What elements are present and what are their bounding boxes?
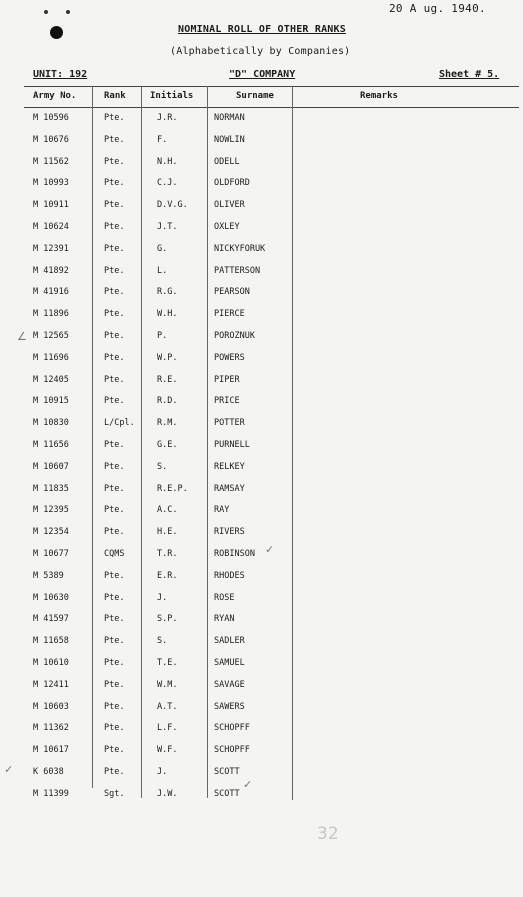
col-header-initials: Initials <box>150 91 194 101</box>
cell-rank: Pte. <box>104 287 125 298</box>
cell-rank: Pte. <box>104 440 125 450</box>
cell-surname: ROSE <box>214 592 235 603</box>
cell-surname: RELKEY <box>214 461 245 472</box>
cell-initials: C.J. <box>157 178 178 189</box>
cell-surname: RAY <box>214 505 230 516</box>
cell-rank: Pte. <box>104 745 125 756</box>
cell-initials: N.H. <box>157 156 178 167</box>
cell-army-no: M 12391 <box>33 243 69 254</box>
cell-initials: J. <box>157 767 168 777</box>
punch-mark <box>44 10 48 14</box>
cell-initials: T.E. <box>157 658 178 668</box>
cell-surname: OLIVER <box>214 200 245 211</box>
cell-initials: W.F. <box>157 745 178 756</box>
cell-army-no: M 5389 <box>33 570 64 581</box>
punch-mark <box>66 10 70 14</box>
cell-rank: Pte. <box>104 200 125 211</box>
cell-initials: R.E.P. <box>157 483 188 494</box>
cell-initials: W.M. <box>157 679 178 690</box>
cell-initials: W.H. <box>157 309 178 320</box>
cell-rank: Pte. <box>104 636 125 647</box>
column-divider <box>207 86 208 798</box>
cell-rank: Pte. <box>104 352 125 363</box>
cell-surname: PIERCE <box>214 309 245 320</box>
cell-rank: Pte. <box>104 767 125 777</box>
cell-rank: Pte. <box>104 178 125 189</box>
cell-surname: RAMSAY <box>214 483 245 494</box>
column-divider <box>141 86 142 798</box>
cell-army-no: M 10596 <box>33 113 69 123</box>
cell-surname: SCHOPFF <box>214 723 250 734</box>
cell-initials: J.R. <box>157 113 178 123</box>
cell-initials: J. <box>157 592 168 603</box>
cell-initials: A.T. <box>157 701 178 712</box>
col-header-surname: Surname <box>236 91 274 101</box>
cell-initials: H.E. <box>157 527 178 538</box>
cell-rank: Sgt. <box>104 788 125 799</box>
cell-surname: NICKYFORUK <box>214 243 266 254</box>
cell-army-no: M 41916 <box>33 287 69 298</box>
cell-initials: S. <box>157 461 168 472</box>
cell-surname: PRICE <box>214 396 240 407</box>
cell-initials: S. <box>157 636 168 647</box>
cell-initials: P. <box>157 331 168 341</box>
cell-army-no: M 11656 <box>33 440 69 450</box>
cell-rank: Pte. <box>104 309 125 320</box>
cell-rank: Pte. <box>104 527 125 538</box>
cell-army-no: M 10630 <box>33 592 69 603</box>
check-mark: ✓ <box>265 543 275 556</box>
cell-army-no: M 10915 <box>33 396 69 407</box>
sheet-number: Sheet # 5. <box>439 69 500 80</box>
cell-initials: E.R. <box>157 570 178 581</box>
cell-initials: R.G. <box>157 287 178 298</box>
cell-initials: W.P. <box>157 352 178 363</box>
cell-army-no: M 10911 <box>33 200 69 211</box>
cell-surname: PIPER <box>214 374 240 385</box>
cell-army-no: M 10603 <box>33 701 69 712</box>
cell-initials: R.E. <box>157 374 178 385</box>
cell-initials: G. <box>157 243 168 254</box>
cell-rank: Pte. <box>104 156 125 167</box>
cell-surname: OLDFORD <box>214 178 250 189</box>
cell-army-no: M 10624 <box>33 222 69 232</box>
cell-rank: Pte. <box>104 679 125 690</box>
cell-army-no: M 11562 <box>33 156 69 167</box>
cell-army-no: M 12405 <box>33 374 69 385</box>
cell-rank: Pte. <box>104 265 125 276</box>
column-divider <box>292 86 293 800</box>
cell-army-no: M 11362 <box>33 723 69 734</box>
cell-army-no: M 10830 <box>33 418 69 429</box>
cell-rank: Pte. <box>104 570 125 581</box>
cell-army-no: M 10676 <box>33 134 69 145</box>
cell-surname: RHODES <box>214 570 245 581</box>
cell-army-no: M 41597 <box>33 614 69 625</box>
cell-surname: PURNELL <box>214 440 250 450</box>
cell-army-no: M 10610 <box>33 658 69 668</box>
header-bottom-rule <box>24 107 519 108</box>
cell-rank: Pte. <box>104 505 125 516</box>
cell-surname: PATTERSON <box>214 265 261 276</box>
cell-army-no: M 11399 <box>33 788 69 799</box>
cell-surname: POWERS <box>214 352 245 363</box>
cell-rank: Pte. <box>104 222 125 232</box>
cell-surname: SADLER <box>214 636 245 647</box>
cell-initials: T.R. <box>157 549 178 559</box>
table-top-rule <box>24 86 519 87</box>
cell-surname: NOWLIN <box>214 134 245 145</box>
cell-rank: Pte. <box>104 701 125 712</box>
check-mark: ✓ <box>243 778 253 791</box>
cell-army-no: M 12565 <box>33 331 69 341</box>
cell-initials: G.E. <box>157 440 178 450</box>
cell-army-no: M 10993 <box>33 178 69 189</box>
cell-army-no: M 10617 <box>33 745 69 756</box>
cell-army-no: M 11658 <box>33 636 69 647</box>
cell-surname: POTTER <box>214 418 245 429</box>
cell-rank: Pte. <box>104 374 125 385</box>
cell-initials: R.M. <box>157 418 178 429</box>
col-header-remarks: Remarks <box>360 91 398 101</box>
cell-rank: Pte. <box>104 592 125 603</box>
cell-surname: ROBINSON <box>214 549 255 559</box>
cell-surname: PEARSON <box>214 287 250 298</box>
cell-rank: Pte. <box>104 396 125 407</box>
cell-surname: POROZNUK <box>214 331 255 341</box>
cell-initials: D.V.G. <box>157 200 188 211</box>
cell-surname: SCOTT <box>214 767 240 777</box>
cell-rank: Pte. <box>104 723 125 734</box>
cell-surname: SAMUEL <box>214 658 245 668</box>
cell-rank: L/Cpl. <box>104 418 135 429</box>
cell-rank: Pte. <box>104 134 125 145</box>
cell-rank: Pte. <box>104 331 125 341</box>
company-label: "D" COMPANY <box>229 69 296 80</box>
cell-initials: J.T. <box>157 222 178 232</box>
cell-army-no: M 41892 <box>33 265 69 276</box>
cell-surname: RYAN <box>214 614 235 625</box>
unit-label: UNIT: 192 <box>33 69 88 80</box>
cell-initials: R.D. <box>157 396 178 407</box>
cell-army-no: M 11835 <box>33 483 69 494</box>
cell-rank: Pte. <box>104 243 125 254</box>
page-number: 32 <box>317 824 339 844</box>
column-divider <box>92 86 93 788</box>
cell-rank: Pte. <box>104 658 125 668</box>
cell-army-no: M 10677 <box>33 549 69 559</box>
cell-initials: A.C. <box>157 505 178 516</box>
col-header-army-no: Army No. <box>33 91 77 101</box>
document-subtitle: (Alphabetically by Companies) <box>170 46 351 57</box>
binder-hole <box>50 26 63 39</box>
cell-initials: F. <box>157 134 168 145</box>
cell-rank: Pte. <box>104 614 125 625</box>
check-mark: ✓ <box>4 763 14 776</box>
cell-initials: S.P. <box>157 614 178 625</box>
cell-rank: CQMS <box>104 549 125 559</box>
document-date: 20 A ug. 1940. <box>389 2 486 15</box>
cell-army-no: M 12395 <box>33 505 69 516</box>
document-title: NOMINAL ROLL OF OTHER RANKS <box>178 24 346 35</box>
cell-army-no: M 12411 <box>33 679 69 690</box>
cell-rank: Pte. <box>104 113 125 123</box>
cell-rank: Pte. <box>104 483 125 494</box>
cell-surname: NORMAN <box>214 113 245 123</box>
cell-surname: RIVERS <box>214 527 245 538</box>
col-header-rank: Rank <box>104 91 126 101</box>
cell-army-no: M 10607 <box>33 461 69 472</box>
cell-surname: SAWERS <box>214 701 245 712</box>
cell-surname: SAVAGE <box>214 679 245 690</box>
cell-army-no: M 11696 <box>33 352 69 363</box>
cell-surname: SCHOPFF <box>214 745 250 756</box>
cell-surname: SCOTT <box>214 788 240 799</box>
cell-rank: Pte. <box>104 461 125 472</box>
cell-army-no: M 11896 <box>33 309 69 320</box>
cell-initials: L.F. <box>157 723 178 734</box>
cell-initials: J.W. <box>157 788 178 799</box>
cell-army-no: K 6038 <box>33 767 64 777</box>
cell-surname: ODELL <box>214 156 240 167</box>
cell-army-no: M 12354 <box>33 527 69 538</box>
cell-initials: L. <box>157 265 168 276</box>
cell-surname: OXLEY <box>214 222 240 232</box>
check-mark: ∠ <box>17 330 27 343</box>
